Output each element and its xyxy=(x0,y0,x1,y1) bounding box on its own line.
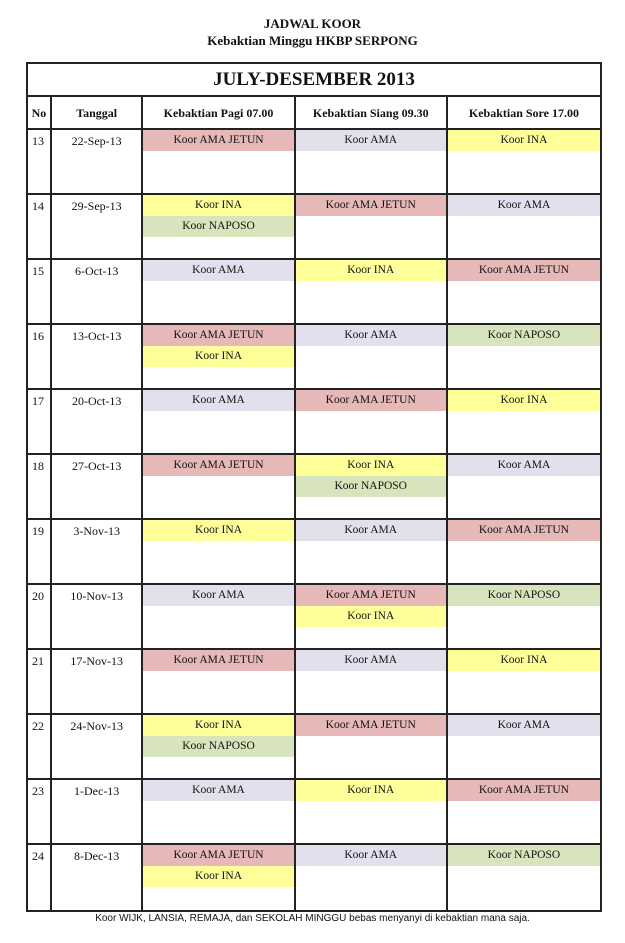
row-date: 13-Oct-13 xyxy=(52,325,144,388)
row-number: 16 xyxy=(28,325,52,388)
service-cell-pagi xyxy=(143,845,295,910)
document-title: JADWAL KOOR xyxy=(263,16,362,31)
row-number: 18 xyxy=(28,455,52,518)
choir-assignment: Koor INA xyxy=(143,715,293,736)
choir-assignment: Koor AMA JETUN xyxy=(448,780,600,801)
service-cell-siang xyxy=(296,520,448,583)
choir-assignment: Koor AMA xyxy=(448,195,600,216)
row-date: 6-Oct-13 xyxy=(52,260,144,323)
row-number: 13 xyxy=(28,130,52,193)
choir-assignment: Koor INA xyxy=(143,346,293,367)
row-date: 27-Oct-13 xyxy=(52,455,144,518)
choir-assignment: Koor AMA xyxy=(296,650,446,671)
service-cell-pagi xyxy=(143,260,295,323)
service-cell-sore xyxy=(448,585,600,648)
choir-assignment: Koor AMA xyxy=(448,455,600,476)
table-row xyxy=(28,585,600,650)
table-row xyxy=(28,845,600,910)
footer-note: Koor WIJK, LANSIA, REMAJA, dan SEKOLAH MINGGU bebas menyanyi di kebaktian mana saja. xyxy=(95,913,530,924)
choir-assignment: Koor INA xyxy=(448,390,600,411)
period-title: JULY-DESEMBER 2013 xyxy=(28,64,600,97)
choir-assignment: Koor AMA JETUN xyxy=(296,195,446,216)
choir-assignment: Koor INA xyxy=(448,130,600,151)
row-date: 3-Nov-13 xyxy=(52,520,144,583)
row-date: 22-Sep-13 xyxy=(52,130,144,193)
choir-assignment: Koor NAPOSO xyxy=(143,736,293,757)
col-header-pagi: Kebaktian Pagi 07.00 xyxy=(143,97,295,128)
row-date: 1-Dec-13 xyxy=(52,780,144,843)
service-cell-pagi xyxy=(143,325,295,388)
choir-assignment: Koor INA xyxy=(143,195,293,216)
service-cell-sore xyxy=(448,520,600,583)
table-row xyxy=(28,650,600,715)
table-body xyxy=(28,130,600,910)
row-number: 19 xyxy=(28,520,52,583)
service-cell-sore xyxy=(448,650,600,713)
service-cell-sore xyxy=(448,455,600,518)
col-header-tanggal: Tanggal xyxy=(52,97,144,128)
service-cell-siang xyxy=(296,650,448,713)
choir-assignment: Koor INA xyxy=(296,606,446,627)
row-date: 20-Oct-13 xyxy=(52,390,144,453)
service-cell-siang xyxy=(296,585,448,648)
service-cell-siang xyxy=(296,715,448,778)
service-cell-pagi xyxy=(143,650,295,713)
table-row xyxy=(28,455,600,520)
choir-assignment: Koor AMA JETUN xyxy=(448,260,600,281)
service-cell-siang xyxy=(296,260,448,323)
service-cell-siang xyxy=(296,845,448,910)
choir-assignment: Koor AMA JETUN xyxy=(296,585,446,606)
service-cell-siang xyxy=(296,455,448,518)
service-cell-siang xyxy=(296,390,448,453)
table-row xyxy=(28,260,600,325)
choir-assignment: Koor NAPOSO xyxy=(296,476,446,497)
choir-assignment: Koor AMA JETUN xyxy=(296,715,446,736)
choir-assignment: Koor AMA JETUN xyxy=(448,520,600,541)
table-row xyxy=(28,780,600,845)
table-row xyxy=(28,195,600,260)
choir-assignment: Koor AMA xyxy=(143,780,293,801)
service-cell-sore xyxy=(448,130,600,193)
choir-assignment: Koor NAPOSO xyxy=(143,216,293,237)
table-row xyxy=(28,520,600,585)
choir-assignment: Koor AMA xyxy=(296,130,446,151)
row-number: 23 xyxy=(28,780,52,843)
row-date: 24-Nov-13 xyxy=(52,715,144,778)
service-cell-pagi xyxy=(143,780,295,843)
service-cell-sore xyxy=(448,780,600,843)
service-cell-pagi xyxy=(143,585,295,648)
service-cell-sore xyxy=(448,845,600,910)
service-cell-sore xyxy=(448,195,600,258)
service-cell-sore xyxy=(448,325,600,388)
choir-assignment: Koor AMA JETUN xyxy=(143,650,293,671)
row-number: 17 xyxy=(28,390,52,453)
choir-assignment: Koor AMA JETUN xyxy=(143,455,293,476)
service-cell-sore xyxy=(448,260,600,323)
table-row xyxy=(28,715,600,780)
choir-assignment: Koor AMA JETUN xyxy=(143,130,293,151)
service-cell-pagi xyxy=(143,455,295,518)
row-date: 10-Nov-13 xyxy=(52,585,144,648)
service-cell-sore xyxy=(448,390,600,453)
row-number: 15 xyxy=(28,260,52,323)
choir-assignment: Koor INA xyxy=(296,455,446,476)
service-cell-pagi xyxy=(143,520,295,583)
choir-assignment: Koor INA xyxy=(296,780,446,801)
choir-assignment: Koor AMA xyxy=(143,260,293,281)
service-cell-siang xyxy=(296,325,448,388)
choir-assignment: Koor AMA xyxy=(296,845,446,866)
row-number: 24 xyxy=(28,845,52,910)
choir-assignment: Koor INA xyxy=(143,520,293,541)
row-number: 20 xyxy=(28,585,52,648)
service-cell-siang xyxy=(296,130,448,193)
row-date: 8-Dec-13 xyxy=(52,845,144,910)
choir-assignment: Koor AMA xyxy=(296,520,446,541)
service-cell-pagi xyxy=(143,715,295,778)
table-row xyxy=(28,325,600,390)
service-cell-siang xyxy=(296,195,448,258)
row-number: 22 xyxy=(28,715,52,778)
row-date: 17-Nov-13 xyxy=(52,650,144,713)
choir-assignment: Koor AMA xyxy=(143,390,293,411)
service-cell-sore xyxy=(448,715,600,778)
col-header-no: No xyxy=(28,97,52,128)
row-number: 14 xyxy=(28,195,52,258)
service-cell-siang xyxy=(296,780,448,843)
schedule-table xyxy=(26,62,602,912)
choir-assignment: Koor INA xyxy=(296,260,446,281)
service-cell-pagi xyxy=(143,130,295,193)
choir-assignment: Koor AMA JETUN xyxy=(143,845,293,866)
choir-assignment: Koor INA xyxy=(143,866,293,887)
choir-assignment: Koor NAPOSO xyxy=(448,585,600,606)
header-row xyxy=(28,97,600,130)
choir-assignment: Koor NAPOSO xyxy=(448,325,600,346)
choir-assignment: Koor NAPOSO xyxy=(448,845,600,866)
choir-assignment: Koor AMA xyxy=(296,325,446,346)
choir-assignment: Koor AMA JETUN xyxy=(296,390,446,411)
col-header-siang: Kebaktian Siang 09.30 xyxy=(296,97,448,128)
table-row xyxy=(28,130,600,195)
row-number: 21 xyxy=(28,650,52,713)
document-subtitle: Kebaktian Minggu HKBP SERPONG xyxy=(207,33,418,48)
choir-assignment: Koor AMA xyxy=(143,585,293,606)
choir-assignment: Koor INA xyxy=(448,650,600,671)
col-header-sore: Kebaktian Sore 17.00 xyxy=(468,106,579,120)
choir-assignment: Koor AMA JETUN xyxy=(143,325,293,346)
row-date: 29-Sep-13 xyxy=(52,195,144,258)
choir-assignment: Koor AMA xyxy=(448,715,600,736)
table-row xyxy=(28,390,600,455)
service-cell-pagi xyxy=(143,390,295,453)
service-cell-pagi xyxy=(143,195,295,258)
